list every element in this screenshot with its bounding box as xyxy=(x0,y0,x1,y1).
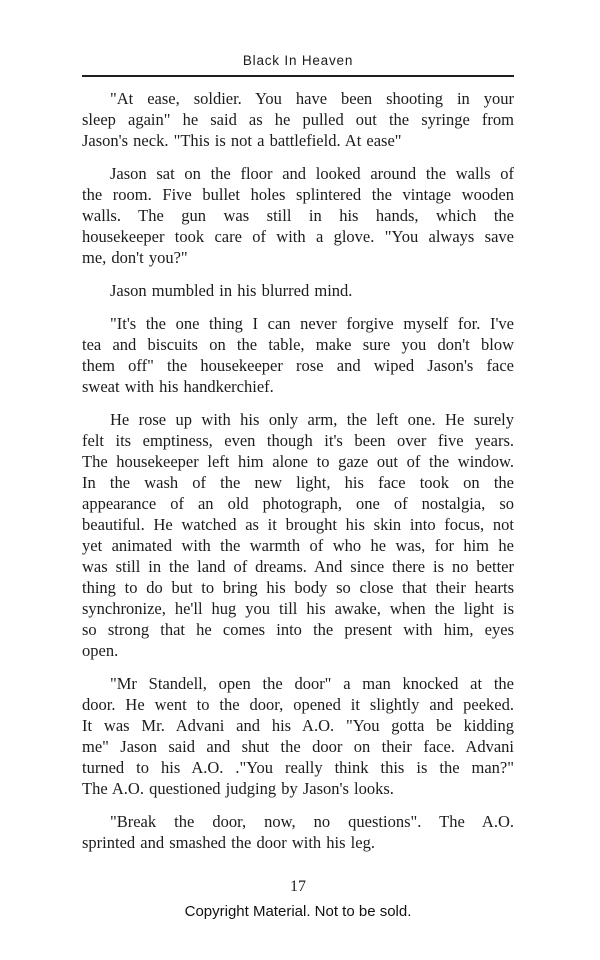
paragraph xyxy=(82,163,514,268)
text-line: so strong that he comes into the present with him, eyes xyxy=(82,620,514,639)
paragraph xyxy=(82,811,514,853)
page-footer xyxy=(82,876,514,921)
text-line: "Break the door, now, no questions". The A.O. xyxy=(110,812,514,831)
text-line: The housekeeper left him alone to gaze out of the window. xyxy=(82,452,514,471)
text-line: felt its emptiness, even though it's been over five years. xyxy=(82,431,514,450)
text-line: "Mr Standell, open the door" a man knocked at the xyxy=(110,674,514,693)
text-line: me, don't you?" xyxy=(82,248,188,267)
text-line: the room. Five bullet holes splintered the vintage wooden xyxy=(82,185,514,204)
text-line: door. He went to the door, opened it slightly and peeked. xyxy=(82,695,514,714)
copyright-notice: Copyright Material. Not to be sold. xyxy=(184,903,412,920)
text-line: turned to his A.O. ."You really think this is the man?" xyxy=(82,758,514,777)
text-line: sleep again" he said as he pulled out the syringe from xyxy=(82,110,514,129)
text-line: "At ease, soldier. You have been shooting in your xyxy=(110,89,514,108)
text-line: It was Mr. Advani and his A.O. "You gotta be kidding xyxy=(82,716,514,735)
text-line: sprinted and smashed the door with his leg. xyxy=(82,833,375,852)
page-body xyxy=(82,88,514,853)
text-line: Jason's neck. "This is not a battlefield. At ease" xyxy=(82,131,402,150)
text-line: them off" the housekeeper rose and wiped Jason's face xyxy=(82,356,514,375)
paragraph xyxy=(82,280,514,301)
paragraph xyxy=(82,673,514,799)
paragraph xyxy=(82,88,514,151)
text-line: Jason sat on the floor and looked around the walls of xyxy=(110,164,514,183)
text-line: walls. The gun was still in his hands, which the xyxy=(82,206,514,225)
text-line: tea and biscuits on the table, make sure you don't blow xyxy=(82,335,514,354)
text-line: thing to do but to bring his body so close that their hearts xyxy=(82,578,514,597)
text-line: open. xyxy=(82,641,119,660)
text-line: "It's the one thing I can never forgive myself for. I've xyxy=(110,314,514,333)
page-number: 17 xyxy=(290,878,306,895)
text-line: yet animated with the warmth of who he was, for him he xyxy=(82,536,514,555)
header-rule xyxy=(82,75,514,77)
paragraph xyxy=(82,313,514,397)
text-line: sweat with his handkerchief. xyxy=(82,377,274,396)
text-line: was still in the land of dreams. And since there is no better xyxy=(82,557,514,576)
text-line: Jason mumbled in his blurred mind. xyxy=(110,281,353,300)
text-line: me" Jason said and shut the door on their face. Advani xyxy=(82,737,514,756)
text-line: synchronize, he'll hug you till his awake, when the light is xyxy=(82,599,514,618)
text-line: The A.O. questioned judging by Jason's looks. xyxy=(82,779,394,798)
running-header-title: Black In Heaven xyxy=(242,53,354,68)
text-line: He rose up with his only arm, the left one. He surely xyxy=(110,410,514,429)
paragraph xyxy=(82,409,514,661)
text-line: housekeeper took care of with a glove. "You always save xyxy=(82,227,514,246)
text-column xyxy=(82,52,514,853)
text-line: In the wash of the new light, his face took on the xyxy=(82,473,514,492)
text-line: appearance of an old photograph, one of nostalgia, so xyxy=(82,494,514,513)
text-line: beautiful. He watched as it brought his skin into focus, not xyxy=(82,515,514,534)
